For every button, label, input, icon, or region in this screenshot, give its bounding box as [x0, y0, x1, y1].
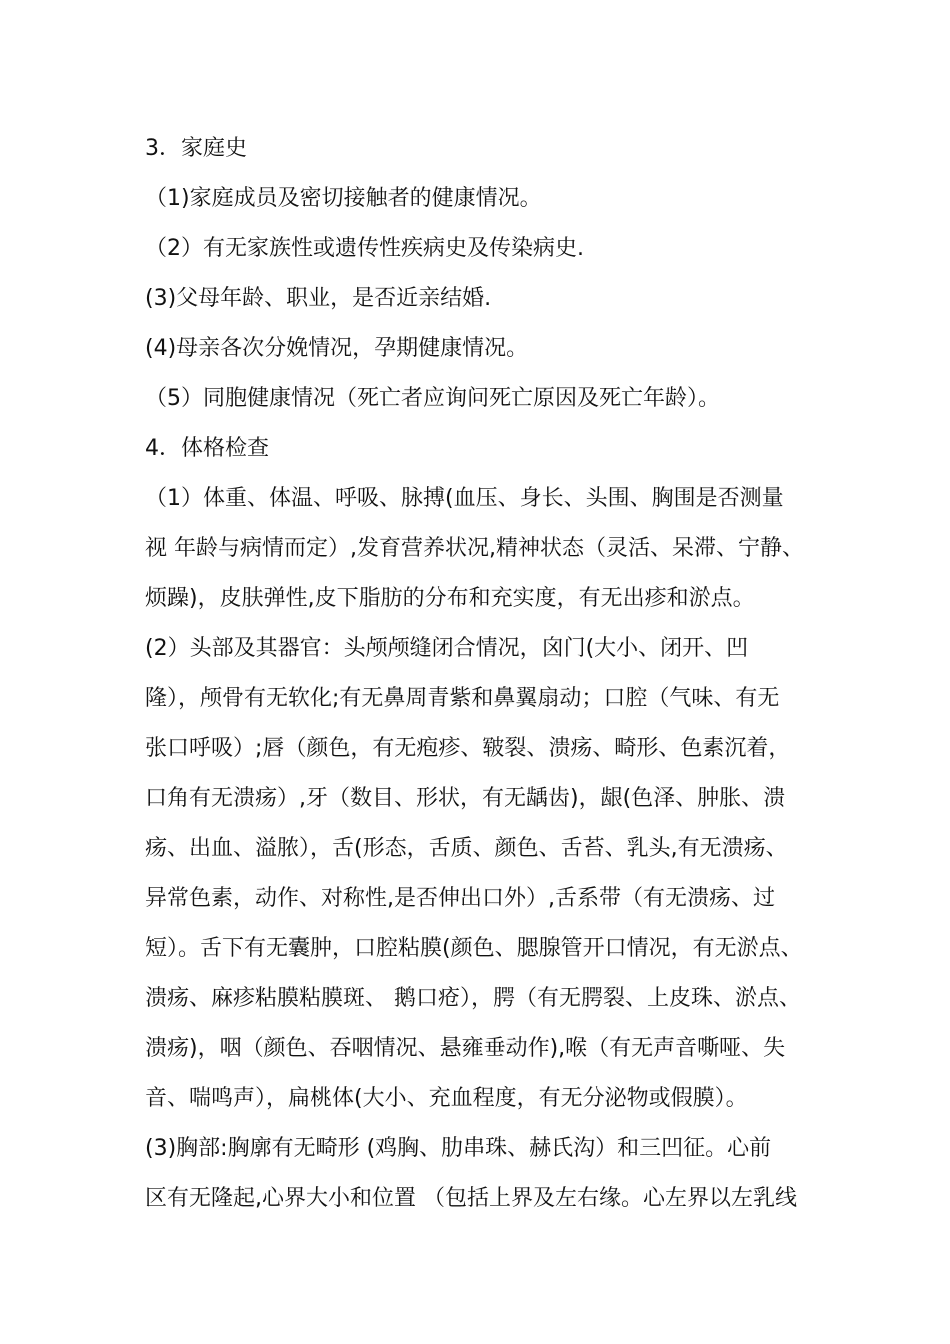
text-line: 异常色素，动作、对称性,是否伸出口外）,舌系带（有无溃疡、过 — [145, 886, 775, 911]
text-line: 短）。舌下有无囊肿，口腔粘膜(颜色、腮腺管开口情况，有无淤点、 — [145, 936, 803, 961]
section-heading-family-history: 3．家庭史 — [145, 136, 247, 161]
text-line: （5）同胞健康情况（死亡者应询问死亡原因及死亡年龄）。 — [145, 386, 720, 411]
text-line: (2）头部及其器官：头颅颅缝闭合情况，囟门(大小、闭开、凹 — [145, 636, 749, 661]
text-line: 烦躁)，皮肤弹性,皮下脂肪的分布和充实度，有无出疹和淤点。 — [145, 586, 755, 611]
text-line: 溃疡、麻疹粘膜粘膜斑、 鹅口疮），腭（有无腭裂、上皮珠、淤点、 — [145, 986, 801, 1011]
text-line: 隆），颅骨有无软化;有无鼻周青紫和鼻翼扇动；口腔（气味、有无 — [145, 686, 780, 711]
text-line: 区有无隆起,心界大小和位置 （包括上界及左右缘。心左界以左乳线 — [145, 1186, 797, 1211]
text-line: （1）体重、体温、呼吸、脉搏(血压、身长、头围、胸围是否测量 — [145, 486, 784, 511]
text-line: (3)父母年龄、职业，是否近亲结婚. — [145, 286, 492, 311]
text-line: 口角有无溃疡）,牙（数目、形状，有无龋齿)，龈(色泽、肿胀、溃 — [145, 786, 786, 811]
section-heading-physical-exam: 4．体格检查 — [145, 436, 269, 461]
text-line: （2）有无家族性或遗传性疾病史及传染病史. — [145, 236, 584, 261]
text-line: （1)家庭成员及密切接触者的健康情况。 — [145, 186, 542, 211]
text-line: 疡、出血、溢脓），舌(形态，舌质、颜色、舌苔、乳头,有无溃疡、 — [145, 836, 788, 861]
text-line: (4)母亲各次分娩情况，孕期健康情况。 — [145, 336, 529, 361]
text-line: 音、喘鸣声），扁桃体(大小、充血程度，有无分泌物或假膜）。 — [145, 1086, 748, 1111]
text-line: 视 年龄与病情而定）,发育营养状况,精神状态（灵活、呆滞、宁静、 — [145, 536, 804, 561]
text-line: 溃疡)，咽（颜色、吞咽情况、悬雍垂动作),喉（有无声音嘶哑、失 — [145, 1036, 786, 1061]
text-line: 张口呼吸）;唇（颜色，有无疱疹、皲裂、溃疡、畸形、色素沉着， — [145, 736, 791, 761]
text-line: (3)胸部:胸廓有无畸形 (鸡胸、肋串珠、赫氏沟）和三凹征。心前 — [145, 1136, 772, 1161]
